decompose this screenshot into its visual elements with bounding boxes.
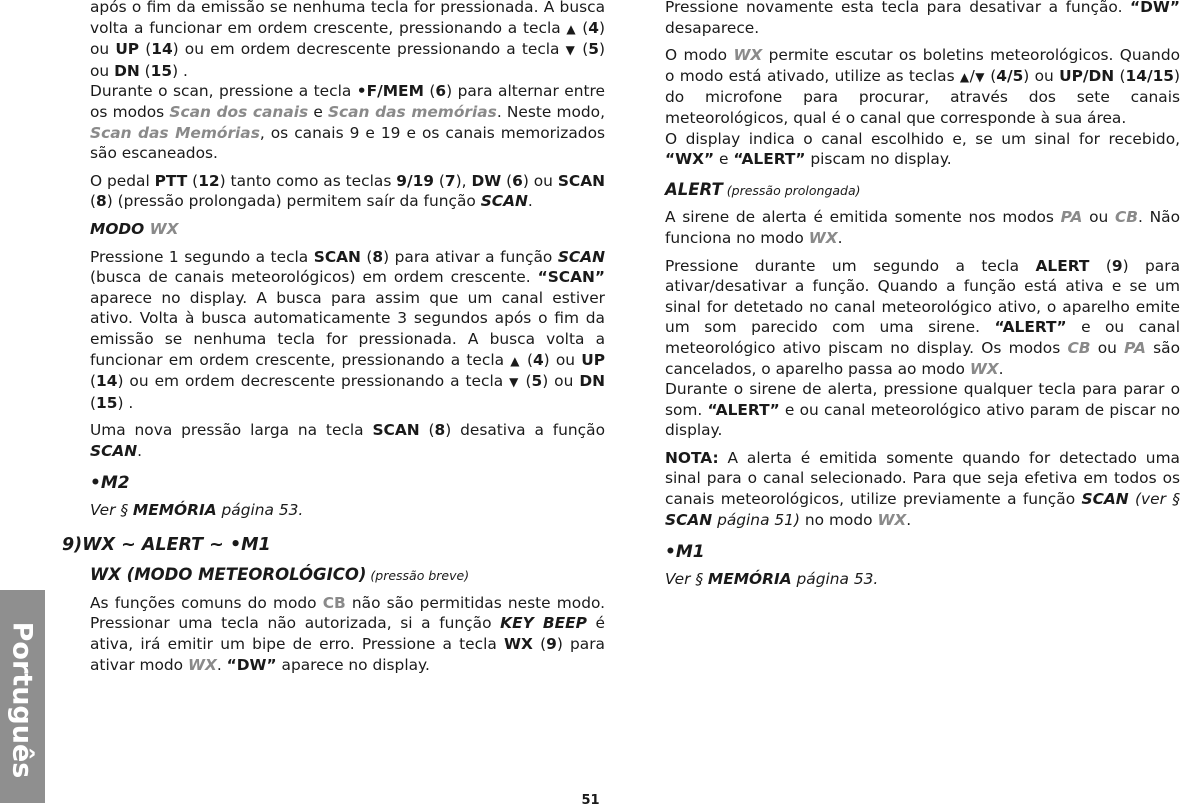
triangle-up-icon: ▲ — [959, 69, 970, 84]
triangle-up-icon: ▲ — [566, 21, 577, 36]
paragraph-wx-intro: As funções comuns do modo CB não são permitidas neste modo. Pressionar uma tecla não autorizada, si a função KEY BEEP é ativa, irá emitir um bipe de erro. Pressione a tecla WX (9) para ativar modo WX. “DW” aparece no display. — [90, 593, 605, 674]
paragraph-wx-scan: Pressione 1 segundo a tecla SCAN (8) para ativar a função SCAN (busca de canais meteorológicos) em ordem crescente. “SCAN” aparece no display. A busca para assim que um canal estiver ativo. Volta à busca automaticamente 3 segundos após o fim da emissão se nenhuma tecla for pressionada. A busca volta a funcionar em ordem crescente, pressionando a tecla ▲ (4) ou UP (14) ou em ordem decrescente pressionando a tecla ▼ (5) ou DN (15) . — [90, 247, 605, 412]
paragraph-disable-scan: Uma nova pressão larga na tecla SCAN (8) desativa a função SCAN. — [90, 421, 605, 460]
paragraph-note: NOTA: A alerta é emitida somente quando for detectado uma sinal para o canal selecionado. Para que seja efetiva em todos os canais meteorológicos, utilize previamente a função SCAN (ver § SCAN página 51) no modo WX. — [665, 448, 1180, 529]
language-label: Português — [6, 621, 38, 779]
paragraph-exit-scan: O pedal PTT (12) tanto como as teclas 9/19 (7), DW (6) ou SCAN (8) (pressão prolongada) permitem saír da função SCAN. — [90, 171, 606, 211]
paragraph-dw-off: Pressione novamente esta tecla para desativar a função. “DW” desaparece. — [665, 0, 1180, 37]
alert-heading: ALERT (pressão prolongada) — [665, 179, 861, 199]
paragraph-alert-modes: A sirene de alerta é emitida somente nos modos PA ou CB. Não funciona no modo WX. — [665, 208, 1180, 247]
triangle-down-icon: ▼ — [509, 375, 520, 390]
triangle-down-icon: ▼ — [565, 43, 577, 58]
page-number: 51 — [581, 793, 600, 808]
m2-reference: Ver § MEMÓRIA página 53. — [90, 501, 304, 520]
wx-mode-heading: WX (MODO METEOROLÓGICO) (pressão breve) — [90, 565, 470, 585]
paragraph-scan-modes: Durante o scan, pressione a tecla •F/MEM (6) para alternar entre os modos Scan dos canais e Scan das memórias. Neste modo, Scan das Memórias, os canais 9 e 19 e os canais memorizados são escaneados. — [90, 82, 605, 163]
paragraph-display-channel: O display indica o canal escolhido e, se um sinal for recebido, “WX” e “ALERT” piscam no display. — [665, 129, 1180, 169]
section-heading-9: 9)WX ~ ALERT ~ •M1 — [62, 534, 271, 555]
right-column — [665, 0, 1180, 597]
m1-reference: Ver § MEMÓRIA página 53. — [665, 569, 879, 588]
triangle-up-icon: ▲ — [510, 353, 521, 368]
triangle-down-icon: ▼ — [974, 69, 985, 84]
left-column — [62, 0, 606, 682]
paragraph-alert-activate: Pressione durante um segundo a tecla ALERT (9) para ativar/desativar a função. Quando a função está ativa e se um sinal for detetado no canal meteorológico ativo, o aparelho emite um som parecido com uma sirene. “ALERT” e ou canal meteorológico ativo piscam no display. Os modos CB ou PA são cancelados, o aparelho passa ao modo WX. — [665, 256, 1180, 378]
m2-heading: •M2 — [90, 473, 130, 494]
m1-heading: •M1 — [665, 542, 705, 563]
modo-wx-subheading: MODO WX — [90, 219, 179, 238]
paragraph-scan-resume: após o fim da emissão se nenhuma tecla for pressionada. A busca volta a funcionar em ordem crescente, pressionando a tecla ▲ (4) ou UP (14) ou em ordem decrescente pressionando a tecla ▼ (5) ou DN (15) . — [90, 0, 605, 80]
paragraph-alert-stop: Durante o sirene de alerta, pressione qualquer tecla para parar o som. “ALERT” e ou canal meteorológico ativo param de piscar no display. — [665, 380, 1180, 440]
paragraph-wx-bulletins: O modo WX permite escutar os boletins meteorológicos. Quando o modo está ativado, utilize as teclas ▲/▼ (4/5) ou UP/DN (14/15) do microfone para procurar, através dos sete canais meteorológicos, qual é o canal que corresponde à sua área. — [665, 46, 1181, 127]
